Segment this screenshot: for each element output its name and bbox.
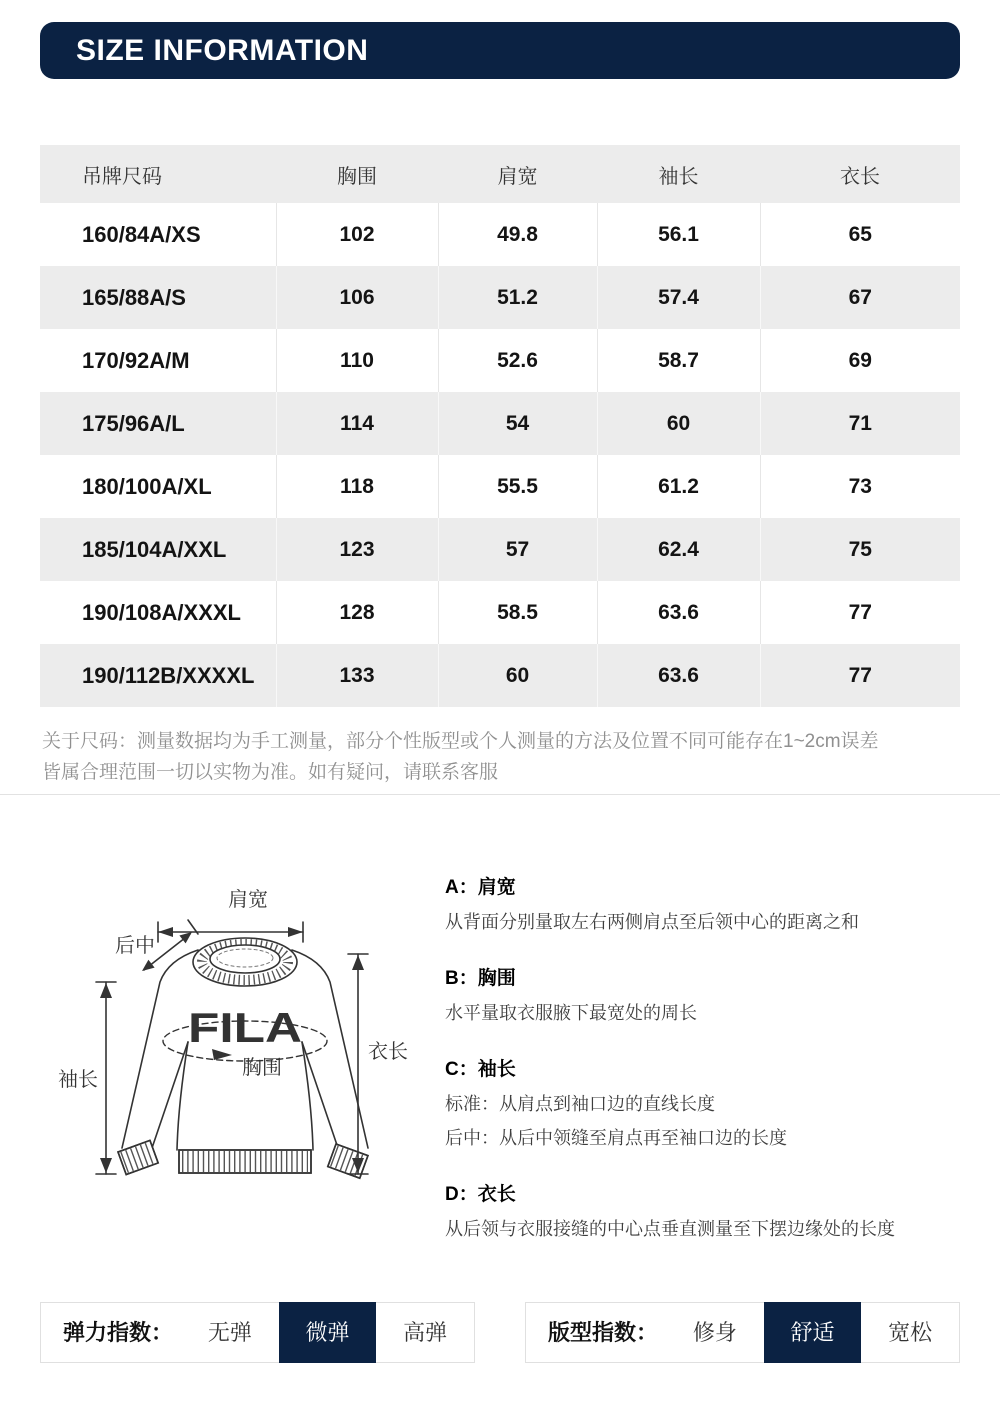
table-row (40, 203, 960, 266)
measure-guide (445, 866, 965, 1270)
measurement-cell: 52.6 (438, 329, 597, 392)
label-length: 衣长 (368, 1041, 408, 1063)
measurement-cell: 63.6 (597, 581, 760, 644)
measurement-cell: 49.8 (438, 203, 597, 266)
measurement-cell: 57.4 (597, 266, 760, 329)
table-header-cell: 吊牌尺码 (40, 145, 276, 203)
size-table-body (40, 203, 960, 707)
measurement-cell: 61.2 (597, 455, 760, 518)
measurement-cell: 58.5 (438, 581, 597, 644)
table-row (40, 644, 960, 707)
section-title-bar (40, 22, 960, 79)
elasticity-index-box (40, 1302, 475, 1363)
collar (193, 938, 297, 986)
left-cuff (118, 1140, 158, 1174)
label-shoulder: 肩宽 (228, 889, 268, 911)
measurement-cell: 77 (760, 581, 960, 644)
measurement-cell: 58.7 (597, 329, 760, 392)
sleeve-length-arrow (96, 982, 116, 1174)
measurement-cell: 69 (760, 329, 960, 392)
index-option-active: 舒适 (764, 1302, 862, 1363)
fila-logo: FILA (188, 1004, 302, 1051)
size-code-cell: 160/84A/XS (82, 221, 201, 247)
label-chest: 胸围 (242, 1057, 282, 1079)
index-option: 高弹 (403, 1320, 448, 1345)
measurement-cell: 51.2 (438, 266, 597, 329)
size-table (40, 145, 960, 707)
measurement-cell: 60 (438, 644, 597, 707)
elasticity-index-label: 弹力指数： (63, 1320, 174, 1345)
size-code-cell: 190/112B/XXXXL (40, 644, 276, 707)
measurement-cell: 106 (276, 266, 438, 329)
guide-desc: 从后领与衣服接缝的中心点垂直测量至下摆边缘处的长度 (445, 1219, 895, 1239)
guide-title: A：肩宽 (445, 877, 516, 898)
size-note-line: 皆属合理范围一切以实物为准。如有疑问，请联系客服 (42, 762, 499, 783)
measurement-cell: 71 (760, 392, 960, 455)
size-note-line: 关于尺码：测量数据均为手工测量，部分个性版型或个人测量的方法及位置不同可能存在1~2cm误差 (42, 731, 879, 752)
size-code-cell: 165/88A/S (40, 266, 276, 329)
table-row (40, 266, 960, 329)
measure-guide-item (445, 872, 965, 939)
table-row (40, 329, 960, 392)
guide-desc: 从背面分别量取左右两侧肩点至后领中心的距离之和 (445, 912, 859, 932)
measurement-cell: 77 (760, 644, 960, 707)
measurement-cell: 62.4 (597, 518, 760, 581)
guide-title: B：胸围 (445, 968, 516, 989)
measurement-cell: 110 (276, 329, 438, 392)
guide-title: C：袖长 (445, 1059, 516, 1080)
table-header-row (40, 145, 960, 203)
guide-desc: 后中：从后中领缝至肩点再至袖口边的长度 (445, 1128, 787, 1148)
divider (0, 794, 1000, 795)
fit-options (666, 1303, 959, 1362)
measurement-cell: 133 (276, 644, 438, 707)
measurement-cell: 123 (276, 518, 438, 581)
measurement-cell: 60 (597, 392, 760, 455)
label-back-center: 后中 (115, 935, 155, 957)
measure-guide-item (445, 963, 965, 1030)
guide-desc: 水平量取衣服腋下最宽处的周长 (445, 1003, 697, 1023)
guide-desc: 标准：从肩点到袖口边的直线长度 (445, 1094, 715, 1114)
size-code-cell: 170/92A/M (82, 347, 190, 373)
size-code-cell: 180/100A/XL (82, 473, 212, 499)
measurement-cell: 56.1 (597, 203, 760, 266)
index-option: 修身 (692, 1320, 737, 1345)
garment-diagram (40, 856, 460, 1246)
elasticity-options (181, 1303, 474, 1362)
table-header-cell: 袖长 (597, 145, 760, 203)
table-header-cell: 肩宽 (438, 145, 597, 203)
label-sleeve: 袖长 (58, 1069, 98, 1091)
table-header-cell: 胸围 (276, 145, 438, 203)
fit-index-label: 版型指数： (548, 1320, 659, 1345)
size-note (42, 726, 958, 788)
measurement-cell: 63.6 (597, 644, 760, 707)
measurement-cell: 55.5 (438, 455, 597, 518)
measurement-cell: 75 (760, 518, 960, 581)
index-badges (40, 1302, 960, 1363)
index-option-active: 微弹 (279, 1302, 377, 1363)
measure-guide-item (445, 1054, 965, 1155)
measurement-cell: 65 (760, 203, 960, 266)
measurement-cell: 128 (276, 581, 438, 644)
table-row (40, 392, 960, 455)
index-option: 无弹 (207, 1320, 252, 1345)
measurement-cell: 57 (438, 518, 597, 581)
measurement-cell: 67 (760, 266, 960, 329)
measurement-cell: 102 (276, 203, 438, 266)
measurement-cell: 54 (438, 392, 597, 455)
measure-guide-item (445, 1179, 965, 1246)
measurement-cell: 114 (276, 392, 438, 455)
index-option: 宽松 (888, 1320, 933, 1345)
size-code-cell: 185/104A/XXL (40, 518, 276, 581)
table-row (40, 455, 960, 518)
measurement-cell: 118 (276, 455, 438, 518)
page-title: SIZE INFORMATION (76, 33, 369, 67)
table-row (40, 581, 960, 644)
size-code-cell: 175/96A/L (40, 392, 276, 455)
table-header-cell: 衣长 (760, 145, 960, 203)
garment-length-arrow (348, 954, 368, 1174)
guide-title: D：衣长 (445, 1184, 516, 1205)
table-row (40, 518, 960, 581)
measurement-cell: 73 (760, 455, 960, 518)
size-code-cell: 190/108A/XXXL (82, 599, 241, 625)
fit-index-box (525, 1302, 960, 1363)
